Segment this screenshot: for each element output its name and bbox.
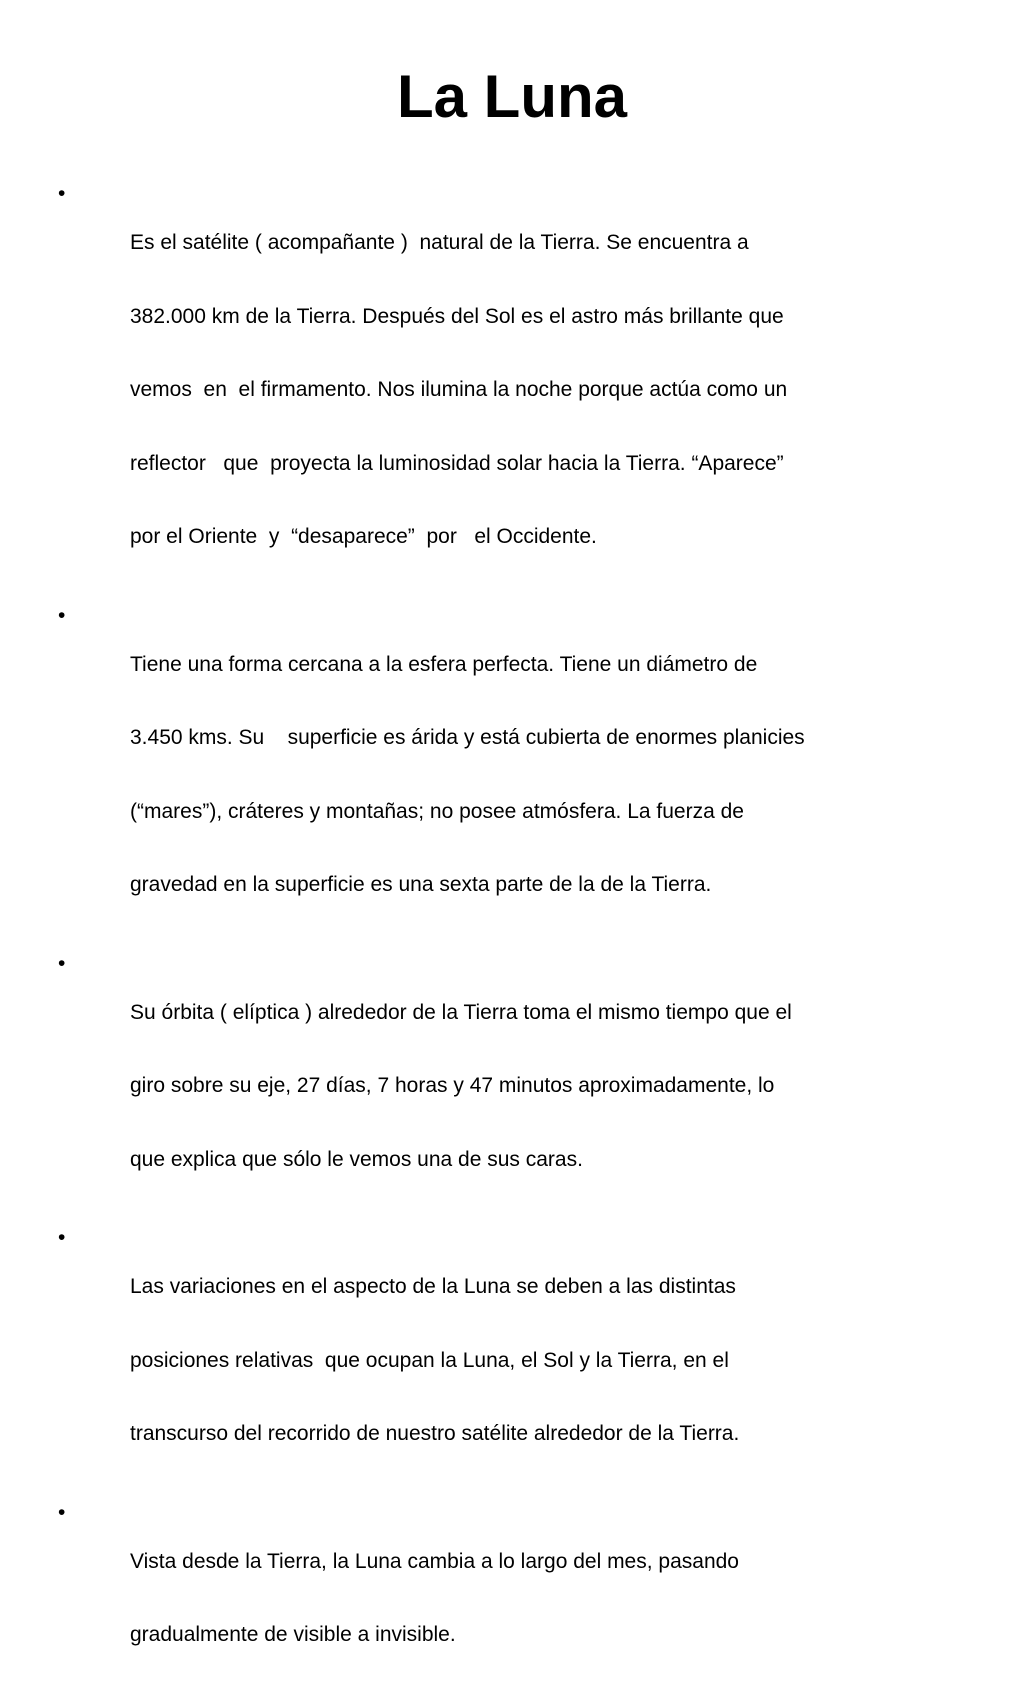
bullet-list [58,182,968,1702]
bullet-icon: • [58,1500,66,1524]
text-line: 382.000 km de la Tierra. Después del Sol es el astro más brillante que [130,304,784,328]
slide-title: La Luna [396,63,627,130]
text-line: posiciones relativas que ocupan la Luna, el Sol y la Tierra, en el [130,1348,729,1372]
bullet-text [130,604,968,947]
bullet-text [130,1501,968,1697]
text-line: Es el satélite ( acompañante ) natural de la Tierra. Se encuentra a [130,231,749,254]
bullet-icon: • [58,182,66,205]
bullet-icon: • [58,951,66,975]
text-line: Vista desde la Tierra, la Luna cambia a lo largo del mes, pasando [130,1549,739,1573]
list-item [58,1501,968,1697]
text-line: 3.450 kms. Su superficie es árida y está cubierta de enormes planicies [130,726,805,749]
bullet-icon: • [58,1226,66,1249]
text-line: giro sobre su eje, 27 días, 7 horas y 47 minutos aproximadamente, lo [130,1074,775,1097]
list-item [58,604,968,947]
text-line: que explica que sólo le vemos una de sus caras. [130,1147,583,1171]
text-line: Las variaciones en el aspecto de la Luna se deben a las distintas [130,1275,736,1298]
bullet-text [130,182,968,599]
text-line: vemos en el firmamento. Nos ilumina la noche porque actúa como un [130,378,788,401]
bullet-text [130,1226,968,1496]
text-line: Su órbita ( elíptica ) alrededor de la Tierra toma el mismo tiempo que el [130,1000,792,1024]
text-line: (“mares”), cráteres y montañas; no posee atmósfera. La fuerza de [130,799,744,823]
text-line: transcurso del recorrido de nuestro satélite alrededor de la Tierra. [130,1422,740,1445]
text-line: reflector que proyecta la luminosidad solar hacia la Tierra. “Aparece” [130,451,784,475]
bullet-text [130,952,968,1222]
text-line: por el Oriente y “desaparece” por el Occidente. [130,525,597,548]
list-item [58,182,968,599]
bullet-icon: • [58,603,66,627]
text-line: gradualmente de visible a invisible. [130,1623,456,1646]
list-item [58,1226,968,1496]
text-line: gravedad en la superficie es una sexta parte de la de la Tierra. [130,873,712,896]
list-item [58,952,968,1222]
text-line: Tiene una forma cercana a la esfera perfecta. Tiene un diámetro de [130,652,758,676]
